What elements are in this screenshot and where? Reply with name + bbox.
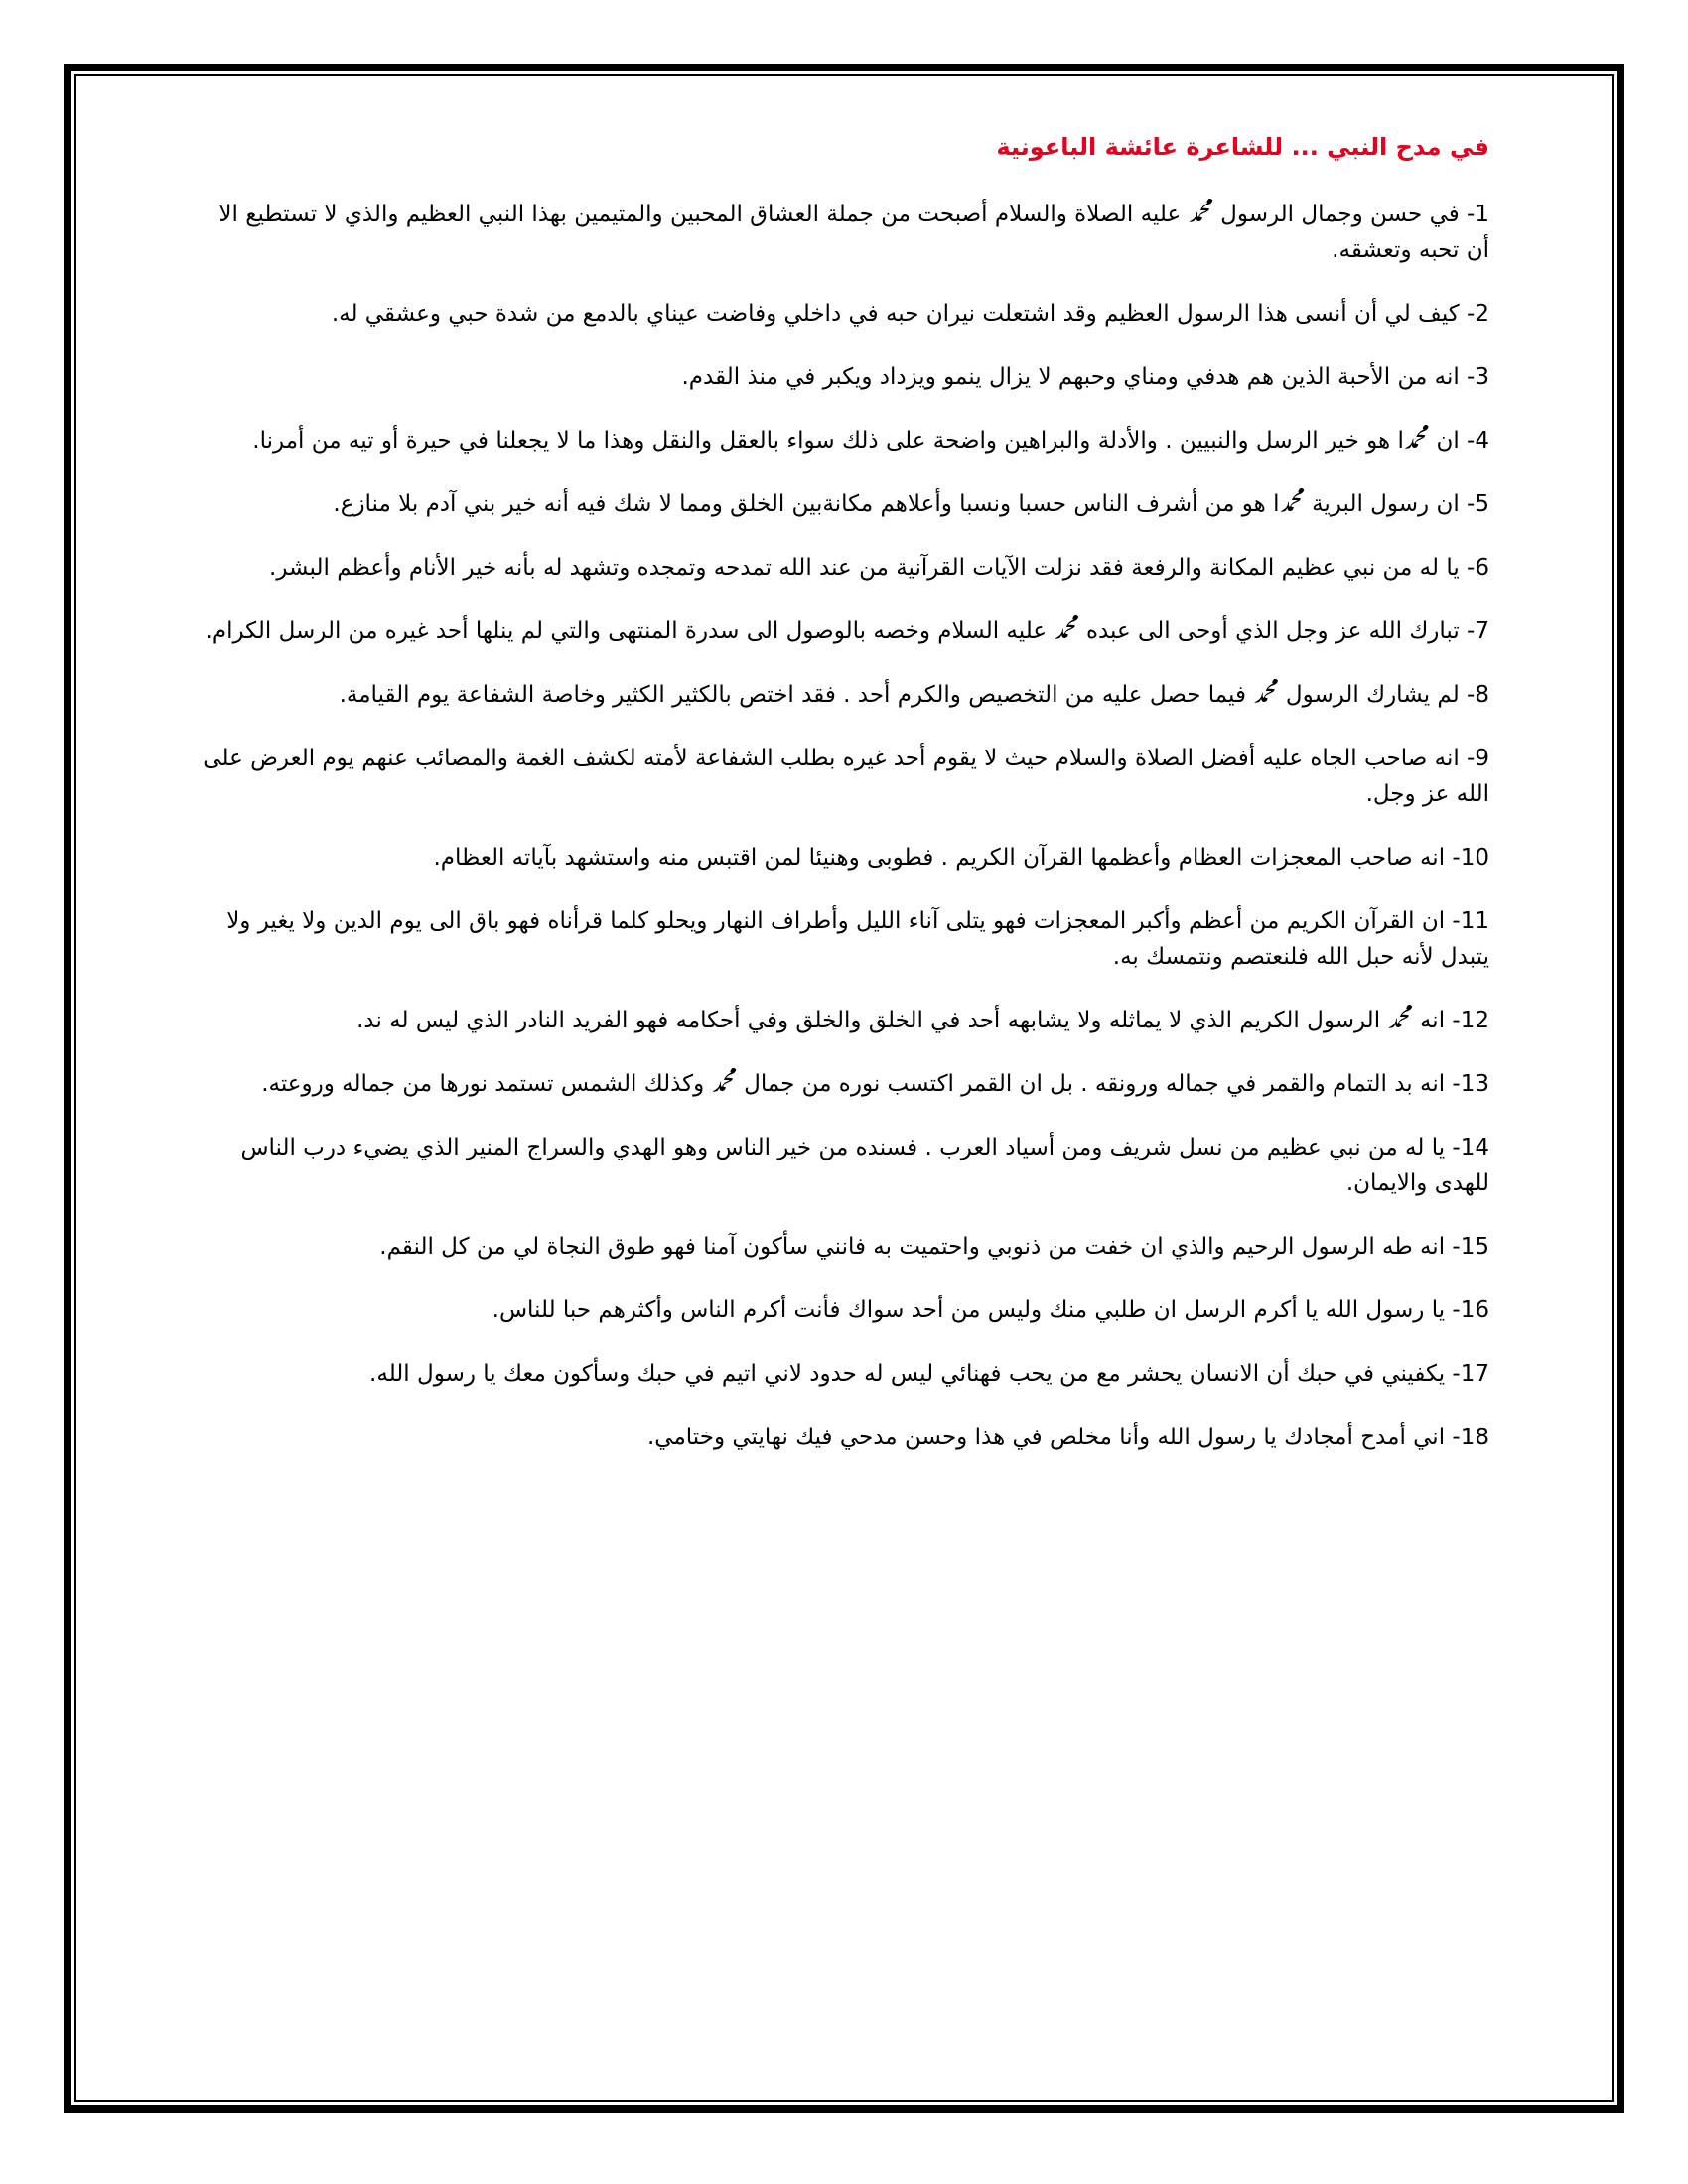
verse-item: 18- اني أمدح أمجادك يا رسول الله وأنا مخلص في هذا وحسن مدحي فيك نهايتي وختامي. xyxy=(647,1425,1489,1450)
verse-item: 13- انه بد التمام والقمر في جماله ورونقه . بل ان القمر اكتسب نوره من جمال ﷴ وكذلك الشمس تستمد نورها من جماله وروعته. xyxy=(261,1071,1489,1097)
document-title: في مدح النبي ... للشاعرة عائشة الباعونية xyxy=(996,133,1489,161)
verse-item: 9- انه صاحب الجاه عليه أفضل الصلاة والسلام حيث لا يقوم أحد غيره بطلب الشفاعة لأمته لكشف الغمة والمصائب عنهم يوم العرض على الله عز وجل. xyxy=(203,746,1489,807)
verse-item: 3- انه من الأحبة الذين هم هدفي ومناي وحبهم لا يزال ينمو ويزداد ويكبر في منذ القدم. xyxy=(681,364,1489,390)
verse-item: 8- لم يشارك الرسول ﷴ فيما حصل عليه من التخصيص والكرم أحد . فقد اختص بالكثير الكثير وخاصة الشفاعة يوم القيامة. xyxy=(339,682,1489,708)
verse-item: 5- ان رسول البرية ﷴا هو من أشرف الناس حسبا ونسبا وأعلاهم مكانةبين الخلق ومما لا شك فيه أنه خير بني آدم بلا منازع. xyxy=(333,491,1489,517)
verse-item: 17- يكفيني في حبك أن الانسان يحشر مع من يحب فهنائي ليس له حدود لاني اتيم في حبك وسأكون معك يا رسول الله. xyxy=(369,1361,1489,1387)
verse-item: 11- ان القرآن الكريم من أعظم وأكبر المعجزات فهو يتلى آناء الليل وأطراف النهار ويحلو كلما قرأناه فهو باق الى يوم الدين ولا يغير ولا يتبدل لأنه حبل الله فلنعتصم ونتمسك به. xyxy=(226,908,1489,970)
verse-item: 6- يا له من نبي عظيم المكانة والرفعة فقد نزلت الآيات القرآنية من عند الله تمدحه وتمجده وتشهد له بأنه خير الأنام وأعظم البشر. xyxy=(269,555,1489,581)
verse-item: 14- يا له من نبي عظيم من نسل شريف ومن أسياد العرب . فسنده من خير الناس وهو الهدي والسراج المنير الذي يضيء درب الناس للهدى والايمان. xyxy=(240,1135,1489,1196)
verse-item: 2- كيف لي أن أنسى هذا الرسول العظيم وقد اشتعلت نيران حبه في داخلي وفاضت عيناي بالدمع من شدة حبي وعشقي له. xyxy=(331,301,1489,327)
verse-list xyxy=(189,197,1489,1455)
verse-item: 16- يا رسول الله يا أكرم الرسل ان طلبي منك وليس من أحد سواك فأنت أكرم الناس وأكثرهم حبا للناس. xyxy=(492,1297,1489,1323)
verse-item: 15- انه طه الرسول الرحيم والذي ان خفت من ذنوبي واحتميت به فانني سأكون آمنا فهو طوق النجاة لي من كل النقم. xyxy=(379,1234,1489,1260)
document-body xyxy=(189,129,1489,1483)
verse-item: 12- انه ﷴ الرسول الكريم الذي لا يماثله ولا يشابهه أحد في الخلق والخلق وفي أحكامه فهو الفريد النادر الذي ليس له ند. xyxy=(356,1008,1489,1033)
verse-item: 4- ان ﷴا هو خير الرسل والنبيين . والأدلة والبراهين واضحة على ذلك سواء بالعقل والنقل وهذا ما لا يجعلنا في حيرة أو تيه من أمرنا. xyxy=(252,428,1489,454)
verse-item: 1- في حسن وجمال الرسول ﷴ عليه الصلاة والسلام أصبحت من جملة العشاق المحبين والمتيمين بهذا النبي العظيم والذي لا تستطيع الا أن تحبه وتعشقه. xyxy=(218,202,1489,263)
verse-item: 10- انه صاحب المعجزات العظام وأعظمها القرآن الكريم . فطوبى وهنيئا لمن اقتبس منه واستشهد بآياته العظام. xyxy=(433,845,1489,871)
verse-item: 7- تبارك الله عز وجل الذي أوحى الى عبده ﷴ عليه السلام وخصه بالوصول الى سدرة المنتهى والتي لم ينلها أحد غيره من الرسل الكرام. xyxy=(205,618,1489,644)
